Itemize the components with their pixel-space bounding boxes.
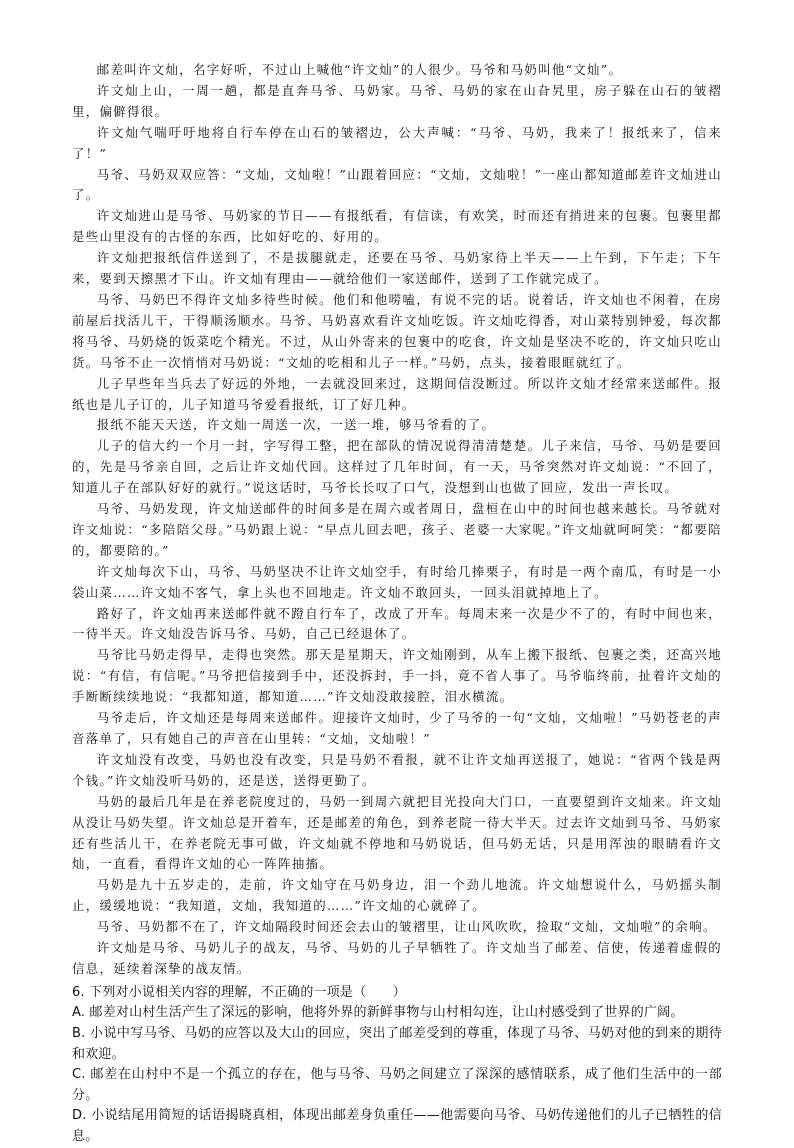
paragraph: 许文灿每次下山，马爷、马奶坚决不让许文灿空手，有时给几捧栗子，有时是一两个南瓜，有时是一小袋山菜……许文灿不客气，拿上头也不回地走。许文灿不敢回头，一回头泪就掉地上了。 <box>72 563 722 600</box>
option-c: C. 邮差在山村中不是一个孤立的存在，他与马爷、马奶之间建立了深深的感情联系，成了他们生活中的一部分。 <box>72 1067 722 1103</box>
paragraph: 许文灿进山是马爷、马奶家的节日——有报纸看，有信读，有欢笑，时而还有捎进来的包裹。包裹里都是些山里没有的古怪的东西，比如好吃的、好用的。 <box>72 208 722 245</box>
paragraph: 儿子早些年当兵去了好远的外地，一去就没回来过，这期间信没断过。所以许文灿才经常来送邮件。报纸也是儿子订的，儿子知道马爷爱看报纸，订了好几种。 <box>72 375 722 412</box>
paragraph: 邮差叫许文灿，名字好听，不过山上喊他“许文灿”的人很少。马爷和马奶叫他“文灿”。 <box>96 62 623 77</box>
paragraph: 马爷、马奶巴不得许文灿多待些时候。他们和他唠嗑，有说不完的话。说着话，许文灿也不闲着，在房前屋后找活儿干，干得顺汤顺水。马爷、马奶喜欢看许文灿吃饭。许文灿吃得香，对山菜特别钟爱，每次都将马爷、马奶烧的饭菜吃个精光。不过，从山外寄来的包裹中的吃食，许文灿是坚决不吃的，许文灿只吃山货。马爷不止一次悄悄对马奶说：“文灿的吃相和儿子一样。”马奶，点头，接着眼眶就红了。 <box>72 291 722 370</box>
option-d: D. 小说结尾用简短的话语揭晓真相，体现出邮差身负重任——他需要向马爷、马奶传递他们的儿子已牺牲的信息。 <box>72 1108 722 1145</box>
question-stem: 6. 下列对小说相关内容的理解，不正确的一项是（ ） <box>72 984 406 1000</box>
option-a: A. 邮差对山村生活产生了深远的影响，他将外界的新鲜事物与山村相勾连，让山村感受到了世界的广阔。 <box>72 1005 684 1021</box>
paragraph: 马奶是九十五岁走的，走前，许文灿守在马奶身边，泪一个劲儿地流。许文灿想说什么，马奶摇头制止，缓缓地说：“我知道，文灿，我知道的……”许文灿的心就碎了。 <box>72 877 722 914</box>
paragraph: 马爷、马奶都不在了，许文灿隔段时间还会去山的皱褶里，让山风吹吹，捡取“文灿，文灿啦”的余响。 <box>96 919 717 935</box>
paragraph: 路好了，许文灿再来送邮件就不蹬自行车了，改成了开车。每周末来一次是少不了的，有时中间也来，一待半天。许文灿没告诉马爷、马奶，自己已经退休了。 <box>72 605 722 642</box>
paragraph: 许文灿上山，一周一趟，都是直奔马爷、马奶家。马爷、马奶的家在山旮旯里，房子躲在山石的皱褶里，偏僻得很。 <box>72 82 722 119</box>
paragraph: 马奶的最后几年是在养老院度过的，马奶一到周六就把目光投向大门口，一直要望到许文灿来。许文灿从没让马奶失望。许文灿总是开着车，还是邮差的角色，到养老院一待大半天。过去许文灿到马爷、马奶家还有些活儿干，在养老院无事可做，许文灿就不停地和马奶说话，但马奶无话，只是用浑浊的眼睛看许文灿，一直看，看得许文灿的心一阵阵抽搐。 <box>72 793 722 872</box>
paragraph: 马爷、马奶发现，许文灿送邮件的时间多是在周六或者周日，盘桓在山中的时间也越来越长。马爷就对许文灿说：“多陪陪父母。”马奶跟上说：“早点儿回去吧，孩子、老婆一大家呢。”许文灿就呵呵笑：“都要陪的，都要陪的。” <box>72 501 722 558</box>
paragraph: 马爷比马奶走得早，走得也突然。那天是星期天，许文灿刚到，从车上搬下报纸、包裹之类，还高兴地说：“有信，有信呢。”马爷把信接到手中，还没拆封，手一抖，竟不省人事了。马爷临终前，扯着许文灿的手断断续续地说：“我都知道，都知道……”许文灿没敢接腔，泪水横流。 <box>72 647 722 705</box>
story-passage <box>72 60 722 980</box>
exam-page <box>72 60 722 1148</box>
paragraph: 马爷、马奶双双应答：“文灿，文灿啦！”山跟着回应：“文灿，文灿啦！”一座山都知道邮差许文灿进山了。 <box>72 166 722 203</box>
paragraph: 报纸不能天天送，许文灿一周送一次，一送一堆，够马爷看的了。 <box>96 417 496 433</box>
paragraph: 许文灿没有改变，马奶也没有改变，只是马奶不看报，就不让许文灿再送报了，她说：“省两个钱是两个钱。”许文灿没听马奶的，还是送，送得更勤了。 <box>72 751 722 788</box>
paragraph: 许文灿是马爷、马奶儿子的战友，马爷、马奶的儿子早牺牲了。许文灿当了邮差、信使，传递着虚假的信息，延续着深挚的战友情。 <box>72 940 722 976</box>
paragraph: 许文灿气喘吁吁地将自行车停在山石的皱褶边，公大声喊：“马爷、马奶，我来了！报纸来了，信来了！” <box>72 124 722 161</box>
option-b: B. 小说中写马爷、马奶的应答以及大山的回应，突出了邮差受到的尊重，体现了马爷、马奶对他的到来的期待和欢迎。 <box>72 1026 722 1062</box>
paragraph: 儿子的信大约一个月一封，字写得工整，把在部队的情况说得清清楚楚。儿子来信，马爷、马奶是要回的，先是马爷亲自回，之后让许文灿代回。这样过了几年时间，有一天，马爷突然对许文灿说：“不回了，知道儿子在部队好好的就行。”说这话时，马爷长长叹了口气，没想到山也做了回应，发出一声长叹。 <box>72 438 722 496</box>
paragraph: 马爷走后，许文灿还是每周来送邮件。迎接许文灿时，少了马爷的一句“文灿，文灿啦！”马奶苍老的声音落单了，只有她自己的声音在山里转：“文灿，文灿啦！” <box>72 710 722 746</box>
paragraph: 许文灿把报纸信件送到了，不是拔腿就走，还要在马爷、马奶家待上半天——上午到，下午走；下午来，要到天擦黑才下山。许文灿有理由——就给他们一家送邮件，送到了工作就完成了。 <box>72 250 722 287</box>
